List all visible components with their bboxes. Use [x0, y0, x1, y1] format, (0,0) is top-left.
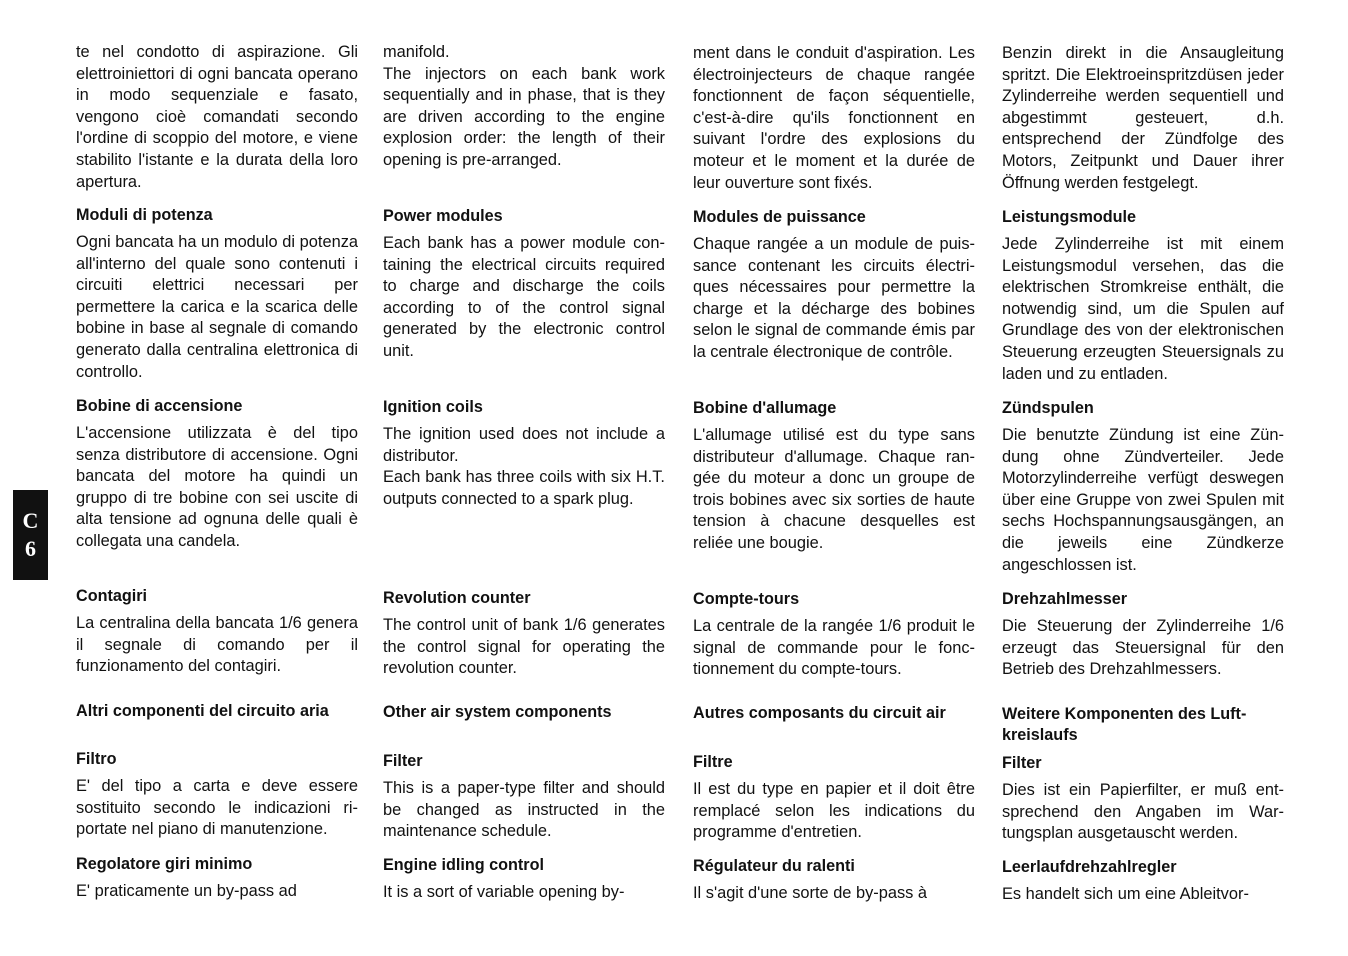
revolution-counter-text: La centrale de la rangée 1/6 produit le signal de commande pour le fonctionnement du compte-tours.: [693, 617, 975, 679]
filter-text: This is a paper-type filter and should be changed as instructed in the maintenance schedule.: [383, 779, 665, 841]
idle-control-text: It is a sort of variable opening by-: [383, 883, 625, 901]
intro-section: [1002, 43, 1284, 194]
ignition-coils-heading: Zündspulen: [1002, 399, 1094, 417]
power-modules-heading: Modules de puissance: [693, 208, 866, 226]
filter-text: E' del tipo a carta e deve essere sostituito secondo le indicazioni riportate nel piano di manutenzione.: [76, 777, 358, 839]
section-tab-letter: C: [22, 508, 39, 533]
power-modules-section: [1002, 207, 1284, 385]
ignition-coils-section: [383, 397, 665, 510]
ignition-coils-text: The ignition used does not include a distributor. Each bank has three coils with six H.T. outputs connected to a spark plug.: [383, 425, 665, 508]
idle-control-section: [383, 855, 665, 904]
idle-control-text: E' praticamente un by-pass ad: [76, 882, 297, 900]
idle-control-heading: Regolatore giri minimo: [76, 855, 253, 873]
air-components-heading: Altri componenti del circuito aria: [76, 702, 329, 720]
intro-section: [693, 43, 975, 194]
power-modules-heading: Leistungsmodule: [1002, 208, 1137, 226]
idle-control-section: [1002, 857, 1284, 906]
air-components-heading: Weitere Komponenten des Luftkreislaufs: [1002, 705, 1247, 744]
revolution-counter-section: [693, 589, 975, 681]
power-modules-heading: Power modules: [383, 207, 503, 225]
intro-text: ment dans le conduit d'aspiration. Les électroinjecteurs de chaque rangée fonctionnent de façon séquentielle, c'est-à-dire qu'ils fonctionnent en suivant l'ordre des explosions du moteur et le moment et la durée de leur ouverture sont fixés.: [693, 44, 975, 192]
filter-heading: Filter: [1002, 754, 1042, 772]
intro-text: Benzin direkt in die Ansaugleitung spritzt. Die Elektroeinspritzdüsen jeder Zylinderreihe werden sequentiell und abgestimmt gesteuert, d.h. entsprechend der Zündfolge des Motors, Zeitpunkt und Dauer ihrer Öffnung werden festgelegt.: [1002, 44, 1284, 192]
idle-control-section: [693, 856, 975, 905]
revolution-counter-heading: Contagiri: [76, 587, 148, 605]
ignition-coils-section: [693, 398, 975, 555]
power-modules-heading: Moduli di potenza: [76, 206, 213, 224]
revolution-counter-heading: Compte-tours: [693, 590, 800, 608]
filter-section: [383, 751, 665, 843]
power-modules-text: Chaque rangée a un module de puissance contenant les circuits électriques nécessaires pour permettre la charge et la décharge des bobines selon le signal de commande émis par la centrale électronique de contrôle.: [693, 235, 975, 361]
power-modules-section: [383, 206, 665, 363]
air-components-heading: Autres composants du circuit air: [693, 704, 946, 722]
revolution-counter-heading: Drehzahlmesser: [1002, 590, 1128, 608]
power-modules-text: Each bank has a power module containing the electrical circuits required to charge and discharge the coils according to of the control signal generated by the electronic control unit.: [383, 234, 665, 360]
section-tab-number: 6: [25, 536, 36, 561]
air-components-section: [693, 703, 975, 730]
revolution-counter-section: [76, 586, 358, 678]
revolution-counter-text: The control unit of bank 1/6 generates the control signal for operating the revolution counter.: [383, 616, 665, 678]
ignition-coils-text: L'accensione utilizzata è del tipo senza distributore di accensione. Ogni bancata del motore ha quindi un gruppo di tre bobine con sei uscite di alta tensione ad ognuna delle quali è collegata una candela.: [76, 424, 358, 550]
filter-heading: Filter: [383, 752, 423, 770]
power-modules-text: Jede Zylinderreihe ist mit einem Leistungsmodul versehen, das die elektrischen Stromkreise enthält, die notwendig sind, um die Spulen auf Grundlage des von der elektronischen Steuerung erzeugten Steuersignals zu laden und zu entladen.: [1002, 235, 1284, 383]
filter-heading: Filtro: [76, 750, 117, 768]
ignition-coils-heading: Ignition coils: [383, 398, 483, 416]
ignition-coils-heading: Bobine d'allumage: [693, 399, 837, 417]
filter-text: Dies ist ein Papierfilter, er muß entsprechend den Angaben im Wartungsplan ausgetauscht werden.: [1002, 781, 1284, 843]
filter-heading: Filtre: [693, 753, 733, 771]
power-modules-section: [693, 207, 975, 364]
revolution-counter-text: La centralina della bancata 1/6 genera il segnale di comando per il funzionamento del contagiri.: [76, 614, 358, 676]
idle-control-heading: Régulateur du ralenti: [693, 857, 855, 875]
ignition-coils-heading: Bobine di accensione: [76, 397, 243, 415]
ignition-coils-section: [76, 396, 358, 553]
air-components-heading: Other air system components: [383, 703, 612, 721]
revolution-counter-section: [383, 588, 665, 680]
idle-control-heading: Leerlaufdrehzahlregler: [1002, 858, 1177, 876]
filter-section: [693, 752, 975, 844]
air-components-section: [1002, 704, 1284, 752]
intro-text: te nel condotto di aspirazione. Gli elettroiniettori di ogni bancata operano in modo sequenziale e fasato, vengono cioè comandati secondo l'ordine di scoppio del motore, e viene stabilito l'istante e la durata della loro apertura.: [76, 43, 358, 191]
air-components-section: [76, 701, 358, 728]
intro-text: manifold. The injectors on each bank work sequentially and in phase, that is they are driven according to the engine explosion order: the length of their opening is pre-arranged.: [383, 43, 665, 169]
air-components-section: [383, 702, 665, 729]
idle-control-heading: Engine idling control: [383, 856, 544, 874]
idle-control-section: [76, 854, 358, 903]
intro-section: [76, 42, 358, 193]
power-modules-text: Ogni bancata ha un modulo di potenza all'interno del quale sono contenuti i circuiti elettrici necessari per permettere la carica e la scarica delle bobine in base al segnale di comando generato dalla centralina elettronica di controllo.: [76, 233, 358, 381]
intro-section: [383, 42, 665, 172]
section-tab-c6: [13, 490, 48, 580]
revolution-counter-text: Die Steuerung der Zylinderreihe 1/6 erzeugt das Steuersignal für den Betrieb des Drehzahlmessers.: [1002, 617, 1284, 679]
filter-section: [1002, 753, 1284, 845]
ignition-coils-section: [1002, 398, 1284, 576]
filter-section: [76, 749, 358, 841]
revolution-counter-heading: Revolution counter: [383, 589, 531, 607]
filter-text: Il est du type en papier et il doit être remplacé selon les indications du programme d'entretien.: [693, 780, 975, 842]
idle-control-text: Es handelt sich um eine Ableitvor-: [1002, 885, 1249, 903]
power-modules-section: [76, 205, 358, 383]
ignition-coils-text: Die benutzte Zündung ist eine Zündung ohne Zündverteiler. Jede Motorzylinderreihe verfügt deswegen über eine Gruppe von zwei Spulen mit sechs Hochspannungsausgängen, an die jeweils eine Zündkerze angeschlossen ist.: [1002, 426, 1284, 574]
revolution-counter-section: [1002, 589, 1284, 681]
ignition-coils-text: L'allumage utilisé est du type sans distributeur d'allumage. Chaque rangée du moteur a donc un groupe de trois bobines avec six sorties de haute tension à chacune desquelles est reliée une bougie.: [693, 426, 975, 552]
idle-control-text: Il s'agit d'une sorte de by-pass à: [693, 884, 928, 902]
